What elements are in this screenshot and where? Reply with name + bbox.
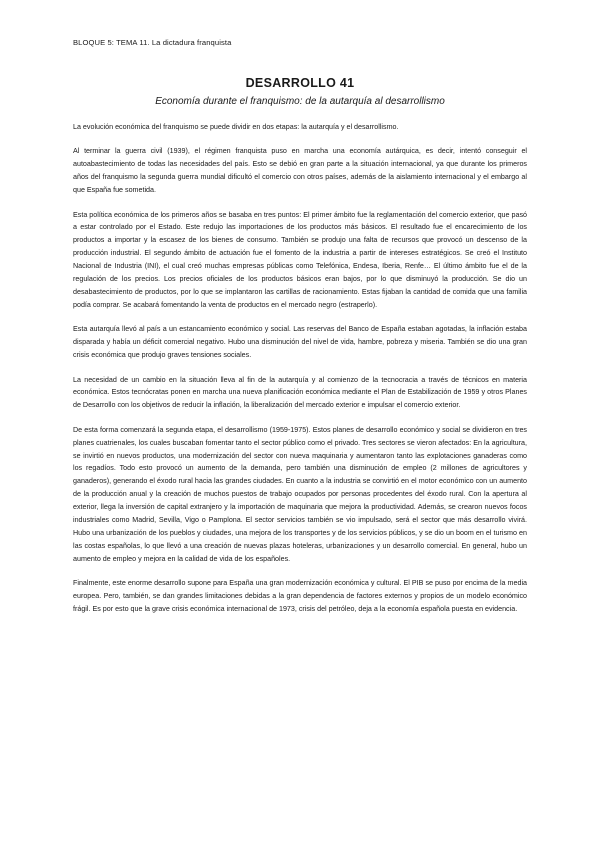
paragraph-desarrollismo: De esta forma comenzará la segunda etapa, el desarrollismo (1959-1975). Estos planes de desarrollo económico y social se dividieron en tres planes cuatrienales, los cuales buscaban fomentar tanto el sector público como el privado. Tres sectores se vieron afectados: En la agricultura, se invirtió en nuevos productos, una modernización del sector con nueva maquinaria y aumentaron tanto las explotaciones ganaderas como los regadíos. Todo esto provocó un aumento de la demanda, pero también una disminución de empleo (2 millones de agricultores y ganaderos), generando el éxodo rural hacia las grandes ciudades. En cuanto a la industria se convirtió en el motor económico con un aumento de la producción anual y la creación de muchos puestos de trabajo ocupados por personas procedentes del éxodo rural. Con la apertura al exterior, llega la inversión de capital extranjero y la importación de maquinaria que mejora la productividad. Además, se crearon nuevos focos industriales como Madrid, Sevilla, Vigo o Pamplona. El sector servicios también se vio impulsado, será el sector que más desarrollo vivirá. Hubo una urbanización de los pueblos y ciudades, una mejora de los transportes y de los servicios públicos, y se dio un boom en el turismo en las costas españolas, lo que llevó a una creación de nuevas plazas hoteleras, urbanizaciones y un desarrollo comercial. En general, hubo un aumento de empleo y mejora en la calidad de vida de los españoles.: [73, 425, 527, 563]
paragraph-conclusion: Finalmente, este enorme desarrollo supone para España una gran modernización económica y cultural. El PIB se puso por encima de la media europea. Pero, también, se dan grandes limitaciones debidas a la gran dependencia de factores externos y propios de un modelo económico frágil. Es por esto que la grave crisis económica internacional de 1973, crisis del petróleo, deja a la economía española puesta en evidencia.: [73, 579, 527, 613]
paragraph-tecnocracia: La necesidad de un cambio en la situación lleva al fin de la autarquía y al comienzo de la tecnocracia a través de técnicos en materia económica. Estos tecnócratas ponen en marcha una nueva planificación económica mediante el Plan de Estabilización de 1959 y otros Planes de Desarrollo con los objetivos de reducir la inflación, la liberalización del mercado exterior e impulsar el comercio exterior.: [73, 375, 527, 410]
paragraph-autarquia: Al terminar la guerra civil (1939), el régimen franquista puso en marcha una economía autárquica, es decir, intentó conseguir el autoabastecimiento de todas las necesidades del país. Esto se debió en gran parte a la situación internacional, ya que durante los primeros años del franquismo la segunda guerra mundial dificultó el comercio con otros países, además de la aislamiento internacional y el embargo al que España fue sometida.: [73, 147, 527, 195]
document-subtitle: Economía durante el franquismo: de la autarquía al desarrollismo: [155, 96, 445, 107]
document-body: [73, 121, 527, 627]
paragraph-intro: La evolución económica del franquismo se puede dividir en dos etapas: la autarquía y el desarrollismo.: [73, 123, 399, 131]
paragraph-estancamiento: Esta autarquía llevó al país a un estancamiento económico y social. Las reservas del Banco de España estaban agotadas, la inflación estaba disparada y había un déficit comercial negativo. Hubo una disminución del nivel de vida, hambre, pobreza y miseria. También se dio una gran crisis económica que produjo graves tensiones sociales.: [73, 325, 527, 360]
document-title: DESARROLLO 41: [245, 76, 355, 90]
running-head: BLOQUE 5: TEMA 11. La dictadura franquista: [73, 38, 232, 47]
paragraph-politica-economica: Esta política económica de los primeros años se basaba en tres puntos: El primer ámbito fue la reglamentación del comercio exterior, que pasó a estar controlado por el Estado. Este redujo las importaciones de los productos más básicos. El resultado fue el encarecimiento de los productos a importar y la escasez de los bienes de consumo. También se produjo una falta de recursos que provocó un descenso de la producción industrial. El segundo ámbito de actuación fue el fomento de la industria a partir de intereses estratégicos. Se creó el Instituto Nacional de Industria (INI), el cual creó muchas empresas públicas como Telefónica, Endesa, Iberia, Renfe… El último ámbito fue el de la regulación de los precios. Los precios oficiales de los productos básicos eran bajos, por lo que disminuyó la producción. Se dio un desabastecimiento de productos, por lo que se implantaron las cartillas de racionamiento. Estas fijaban la cantidad de comida que una familia podía comprar. Se acabará fomentando la venta de productos en el mercado negro (estraperlo).: [73, 210, 527, 309]
